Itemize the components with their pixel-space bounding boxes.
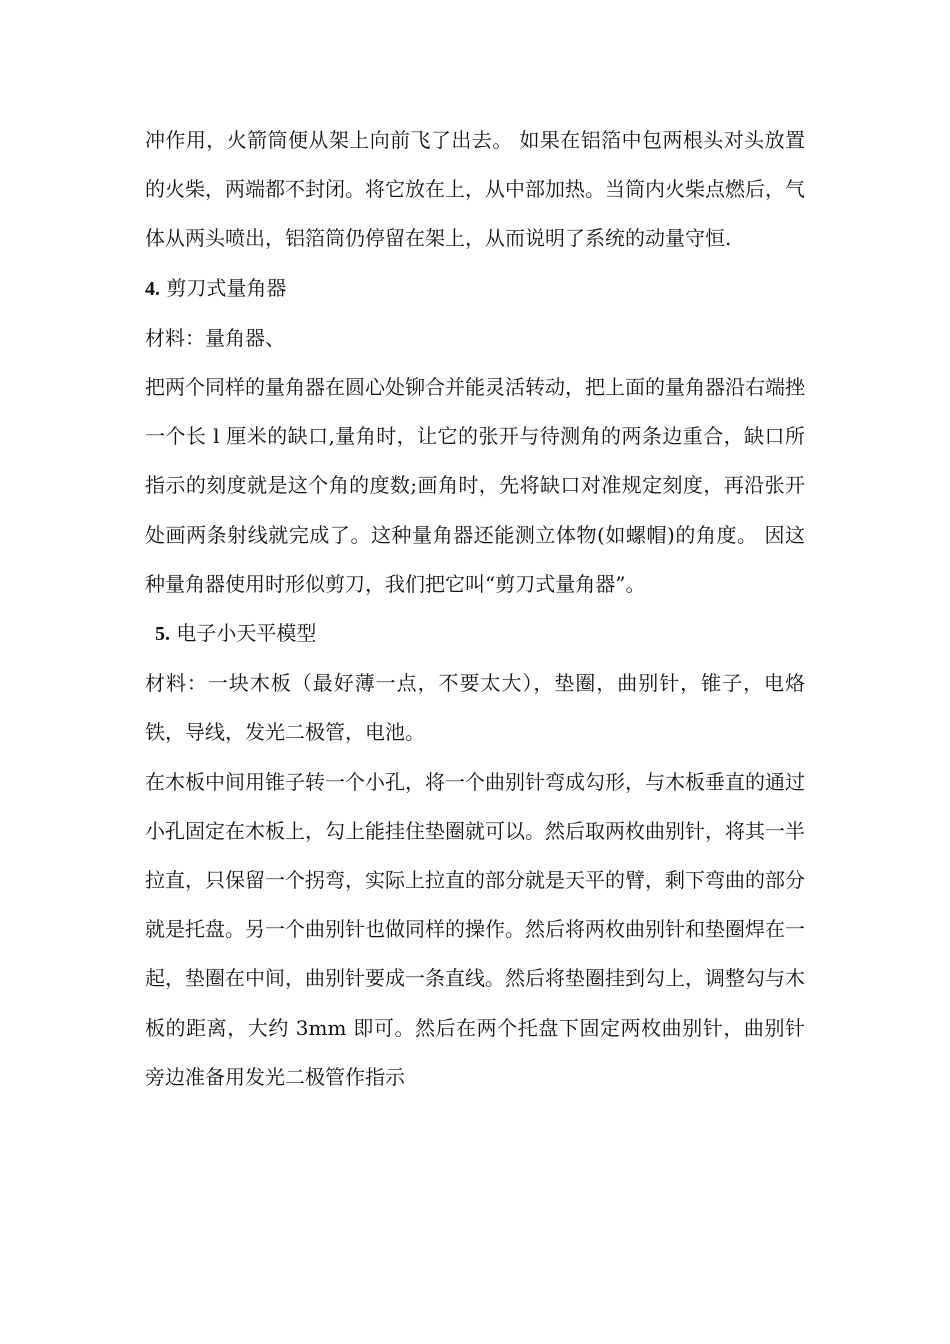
section-title-5: 电子小天平模型	[176, 621, 317, 646]
section-number-4: 4.	[145, 277, 160, 300]
section-heading-4	[145, 264, 805, 314]
paragraph-protractor: 把两个同样的量角器在圆心处铆合并能灵活转动，把上面的量角器沿右端挫一个长 l 厘米的缺口,量角时，让它的张开与待测角的两条边重合，缺口所指示的刻度就是这个角的度数;画角时，先将缺口对准规定刻度，再沿张开处画两条射线就完成了。这种量角器还能测立体物(如螺帽)的角度。 因这种量角器使用时形似剪刀，我们把它叫“剪刀式量角器”。	[145, 375, 805, 596]
paragraph-rocket-experiment: 冲作用，火箭筒便从架上向前飞了出去。 如果在铝箔中包两根头对头放置的火柴，两端都不封闭。将它放在上，从中部加热。当筒内火柴点燃后，气体从两头喷出，铝箔筒仍停留在架上，从而说明了系统的动量守恒.	[145, 128, 805, 251]
materials-4: 材料：量角器、	[145, 325, 285, 350]
section-number-5: 5.	[155, 623, 170, 646]
section-heading-5	[145, 609, 805, 659]
paragraph-balance-model: 在木板中间用锥子转一个小孔，将一个曲别针弯成勾形，与木板垂直的通过小孔固定在木板上，勾上能挂住垫圈就可以。然后取两枚曲别针，将其一半拉直，只保留一个拐弯，实际上拉直的部分就是天平的臂，剩下弯曲的部分就是托盘。另一个曲别针也做同样的操作。然后将两枚曲别针和垫圈焊在一起，垫圈在中间，曲别针要成一条直线。然后将垫圈挂到勾上，调整勾与木板的距离，大约 3mm 即可。然后在两个托盘下固定两枚曲别针，曲别针旁边准备用发光二极管作指示	[145, 769, 805, 1089]
materials-5: 材料：一块木板（最好薄一点，不要太大），垫圈，曲别针，锥子，电烙铁，导线，发光二极管，电池。	[145, 671, 805, 745]
section-title-4: 剪刀式量角器	[166, 275, 287, 300]
document-body	[145, 116, 805, 1102]
